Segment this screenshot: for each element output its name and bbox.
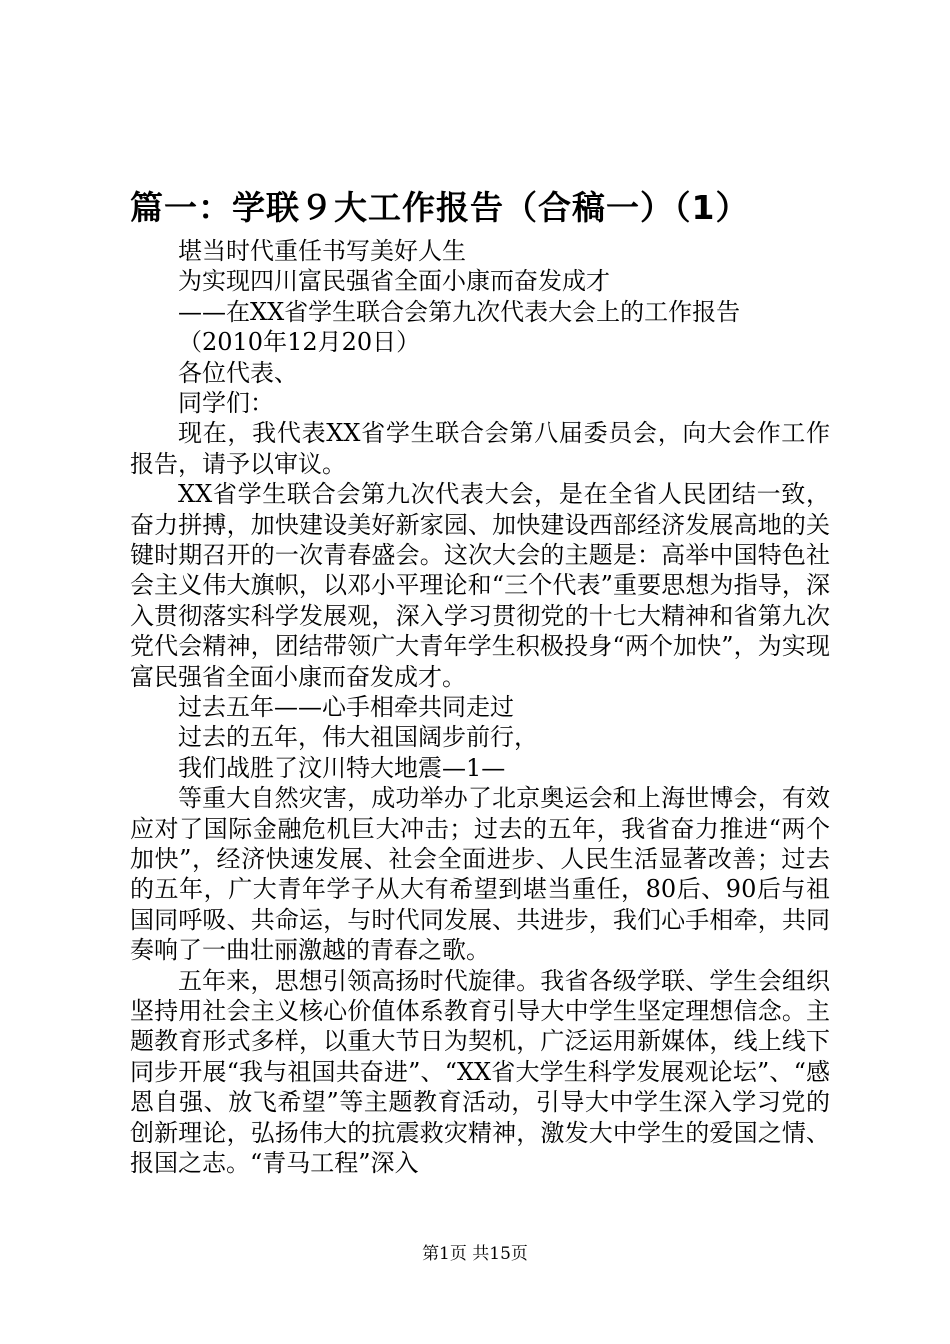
body-paragraph: 等重大自然灾害，成功举办了北京奥运会和上海世博会，有效应对了国际金融危机巨大冲击；过去的五年，我省奋力推进“两个加快”，经济快速发展、社会全面进步、人民生活显著改善；过去的五年，广大青年学子从大有希望到堪当重任，80后、90后与祖国同呼吸、共命运，与时代同发展、共进步，我们心手相牵，共同奏响了一曲壮丽激越的青春之歌。 — [130, 784, 830, 965]
section-heading: 过去五年——心手相牵共同走过 — [178, 693, 514, 721]
document-body — [130, 236, 830, 1178]
body-paragraph: XX省学生联合会第九次代表大会，是在全省人民团结一致，奋力拼搏，加快建设美好新家园、加快建设西部经济发展高地的关键时期召开的一次青春盛会。这次大会的主题是：高举中国特色社会主义伟大旗帜，以邓小平理论和“三个代表”重要思想为指导，深入贯彻落实科学发展观，深入学习贯彻党的十七大精神和省第九次党代会精神，团结带领广大青年学生积极投身“两个加快”，为实现富民强省全面小康而奋发成才。 — [130, 480, 830, 691]
section-line: 过去的五年，伟大祖国阔步前行， — [178, 723, 538, 752]
section-line: 我们战胜了汶川特大地震—1— — [178, 753, 506, 782]
body-paragraph: 现在，我代表XX省学生联合会第八届委员会，向大会作工作报告，请予以审议。 — [130, 419, 830, 478]
document-title: 篇一：学联９大工作报告（合稿一）（1） — [130, 188, 750, 227]
subtitle-line: 为实现四川富民强省全面小康而奋发成才 — [178, 267, 610, 296]
subtitle-line: ——在XX省学生联合会第九次代表大会上的工作报告 — [178, 297, 741, 326]
salutation-line: 同学们： — [178, 388, 274, 417]
page-footer: 第1页 共15页 — [422, 1244, 528, 1264]
body-paragraph: 五年来，思想引领高扬时代旋律。我省各级学联、学生会组织坚持用社会主义核心价值体系教育引导大中学生坚定理想信念。主题教育形式多样，以重大节日为契机，广泛运用新媒体，线上线下同步开展“我与祖国共奋进”、“XX省大学生科学发展观论坛”、“感恩自强、放飞希望”等主题教育活动，引导大中学生深入学习党的创新理论，弘扬伟大的抗震救灾精神，激发大中学生的爱国之情、报国之志。“青马工程”深入 — [130, 966, 830, 1178]
date-line: （2010年12月20日） — [178, 328, 421, 357]
salutation-line: 各位代表、 — [178, 358, 298, 387]
subtitle-line: 堪当时代重任书写美好人生 — [178, 237, 466, 265]
